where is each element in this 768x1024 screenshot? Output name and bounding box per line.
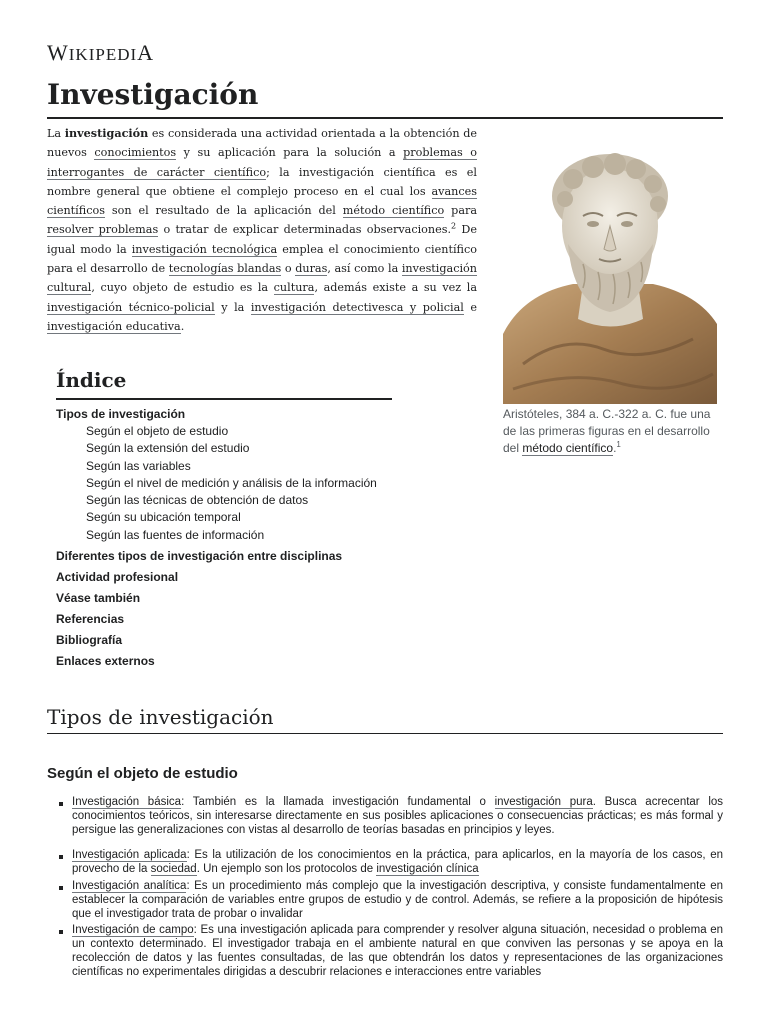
- definition-link-investigacion-aplicada[interactable]: Investigación aplicada: [72, 849, 187, 862]
- intro-text: , además existe a su vez la: [314, 281, 478, 295]
- logo-letters-mid: IKIPEDI: [68, 45, 138, 64]
- intro-link-metodo-cientifico[interactable]: método científico: [342, 204, 445, 218]
- toc-subitem-segun-su-ubicacion-temporal[interactable]: Según su ubicación temporal: [86, 510, 241, 525]
- toc-subitem-segun-las-tecnicas-de-obtencion-de-datos[interactable]: Según las técnicas de obtención de datos: [86, 493, 309, 508]
- figure-caption: [503, 406, 717, 457]
- intro-link-problemas-o-interrogantes-de-caracter-cientifico[interactable]: problemas o interrogantes de carácter científico: [47, 146, 477, 179]
- infobox-figure: [503, 134, 717, 457]
- title-divider: [47, 117, 723, 119]
- intro-text: emplea el conocimiento científico para el desarrollo de: [47, 242, 477, 276]
- toc-item-referencias[interactable]: [56, 611, 406, 628]
- caption-link-metodo[interactable]: método científico: [522, 441, 614, 455]
- definition-item: [58, 796, 723, 837]
- toc-item-label: Enlaces externos: [56, 654, 155, 669]
- intro-link-avances-cientificos[interactable]: avances científicos: [47, 184, 477, 218]
- toc-divider: [56, 398, 392, 400]
- subsection-heading: Según el objeto de estudio: [47, 765, 238, 782]
- definition-item: [58, 880, 723, 921]
- toc-subitem-segun-el-nivel-de-medicion-y-analisis-de-la-informacion[interactable]: Según el nivel de medición y análisis de la información: [86, 475, 377, 490]
- intro-text: para: [444, 204, 478, 218]
- definition-text: . Busca acrecentar los conocimientos teóricos, sin interesarse directamente en sus posibles aplicaciones o consecuencias prácticas; es más formal y persigue las generalizaciones con vistas al desarrollo de teorías basadas en principios y leyes.: [72, 796, 724, 836]
- page-title: Investigación: [47, 78, 259, 111]
- intro-link-conocimientos[interactable]: conocimientos: [94, 146, 177, 160]
- intro-link-investigacion-detectivesca-y-policial[interactable]: investigación detectivesca y policial: [250, 300, 464, 314]
- definition-text: . Un ejemplo son los protocolos de: [196, 863, 377, 876]
- definition-list: [58, 796, 723, 983]
- aristotle-bust-image[interactable]: [503, 134, 717, 404]
- intro-text: o: [281, 262, 296, 276]
- intro-link-resolver-problemas[interactable]: resolver problemas: [47, 223, 159, 237]
- toc-item-label: Actividad profesional: [56, 570, 179, 585]
- intro-text: y su aplicación para la solución a: [176, 146, 404, 160]
- toc-item-label: Referencias: [56, 612, 125, 627]
- intro-text: De igual modo la: [47, 223, 477, 256]
- table-of-contents: [56, 368, 406, 670]
- toc-item-actividad-profesional[interactable]: [56, 569, 406, 586]
- intro-text: ; la investigación científica es el nombre general que obtiene el complejo proceso en el cual los: [47, 165, 477, 198]
- toc-item-diferentes-tipos-de-investigacion-entre-disciplinas[interactable]: [56, 548, 406, 565]
- definition-link-investigacion-analitica[interactable]: Investigación analítica: [72, 879, 187, 892]
- toc-item-vease-tambien[interactable]: [56, 590, 406, 607]
- toc-list: [56, 406, 406, 670]
- intro-text: , cuyo objeto de estudio es la: [91, 281, 274, 295]
- definition-text: : Es una investigación aplicada para comprender y resolver alguna situación, necesidad o problema en un contexto determinado. El investigador trabaja en el ambiente natural en que conviven las personas y se apoya en la recolección de datos y las fuentes consultadas, de las que obtendrán los datos y representaciones de las organizaciones científicas no experimentales dirigidas a descubrir relaciones e interacciones entre variables: [72, 924, 723, 978]
- intro-link-tecnologias-blandas[interactable]: tecnologías blandas: [168, 262, 282, 276]
- toc-subitem-segun-las-variables[interactable]: Según las variables: [86, 458, 191, 473]
- definition-link-investigacion-pura[interactable]: investigación pura: [494, 796, 593, 808]
- toc-sublist: [56, 423, 406, 544]
- toc-item-enlaces-externos[interactable]: [56, 653, 406, 670]
- section-heading: Tipos de investigación: [47, 705, 274, 729]
- intro-paragraph: [47, 124, 477, 336]
- definition-text: : Es un procedimiento más complejo que la investigación descriptiva, y consiste fundamentalmente en establecer la comparación de variables entre grupos de estudio y de control. Además, se refiere a la proposición de hipótesis que el investigador trata de probar o invalidar: [72, 879, 723, 920]
- definition-link-investigacion-basica[interactable]: Investigación básica: [72, 796, 182, 808]
- toc-subitem-segun-el-objeto-de-estudio[interactable]: Según el objeto de estudio: [86, 424, 229, 438]
- caption-reference[interactable]: 1: [616, 440, 621, 449]
- definition-item: [58, 849, 723, 877]
- intro-text: e: [463, 300, 477, 314]
- toc-title: Índice: [56, 368, 127, 392]
- toc-subitem-segun-la-extension-del-estudio[interactable]: Según la extensión del estudio: [86, 441, 250, 456]
- definition-text: : También es la llamada investigación fundamental o: [181, 796, 495, 808]
- logo-letter-a: A: [137, 40, 155, 65]
- toc-item-label: Bibliografía: [56, 633, 123, 648]
- toc-item-label: Tipos de investigación: [56, 407, 186, 421]
- intro-link-investigacion-tecnico-policial[interactable]: investigación técnico-policial: [47, 300, 215, 314]
- toc-item-tipos-de-investigacion[interactable]: [56, 406, 406, 544]
- intro-text: son el resultado de la aplicación del: [104, 204, 343, 218]
- intro-text: .: [180, 319, 185, 333]
- definition-item: [58, 924, 723, 979]
- caption-text: Aristóteles, 384 a. C.-322 a. C. fue una de las primeras figuras en el desarrollo del: [503, 407, 711, 455]
- section-divider: [47, 733, 723, 734]
- toc-item-label: Diferentes tipos de investigación entre disciplinas: [56, 549, 343, 564]
- logo-letter-w: W: [47, 40, 69, 65]
- intro-text: La: [47, 127, 65, 140]
- reference-superscript[interactable]: 2: [451, 221, 457, 231]
- intro-text: y la: [214, 300, 251, 314]
- toc-item-label: Véase también: [56, 591, 141, 606]
- definition-link-sociedad[interactable]: sociedad: [150, 863, 197, 876]
- intro-link-duras[interactable]: duras: [295, 262, 328, 276]
- toc-item-bibliografia[interactable]: [56, 632, 406, 649]
- intro-link-investigacion-educativa[interactable]: investigación educativa: [47, 319, 181, 333]
- toc-subitem-segun-las-fuentes-de-informacion[interactable]: Según las fuentes de información: [86, 527, 265, 542]
- intro-link-cultura[interactable]: cultura: [273, 281, 315, 295]
- intro-bold-term: investigación: [64, 126, 149, 140]
- caption-end: .: [613, 441, 617, 455]
- definition-link-investigacion-clinica[interactable]: investigación clínica: [376, 863, 479, 876]
- intro-text: es considerada una actividad orientada a la obtención de nuevos: [47, 127, 477, 160]
- wikipedia-logo[interactable]: [47, 40, 154, 66]
- intro-link-investigacion-tecnologica[interactable]: investigación tecnológica: [131, 242, 278, 256]
- intro-text: o tratar de explicar determinadas observaciones.: [158, 223, 452, 237]
- definition-link-investigacion-de-campo[interactable]: Investigación de campo: [72, 924, 194, 937]
- definition-text: : Es la utilización de los conocimientos en la práctica, para aplicarlos, en la mayoría de los casos, en provecho de la: [72, 849, 723, 876]
- intro-text: , así como la: [327, 262, 402, 276]
- intro-link-investigacion-cultural[interactable]: investigación cultural: [47, 262, 477, 295]
